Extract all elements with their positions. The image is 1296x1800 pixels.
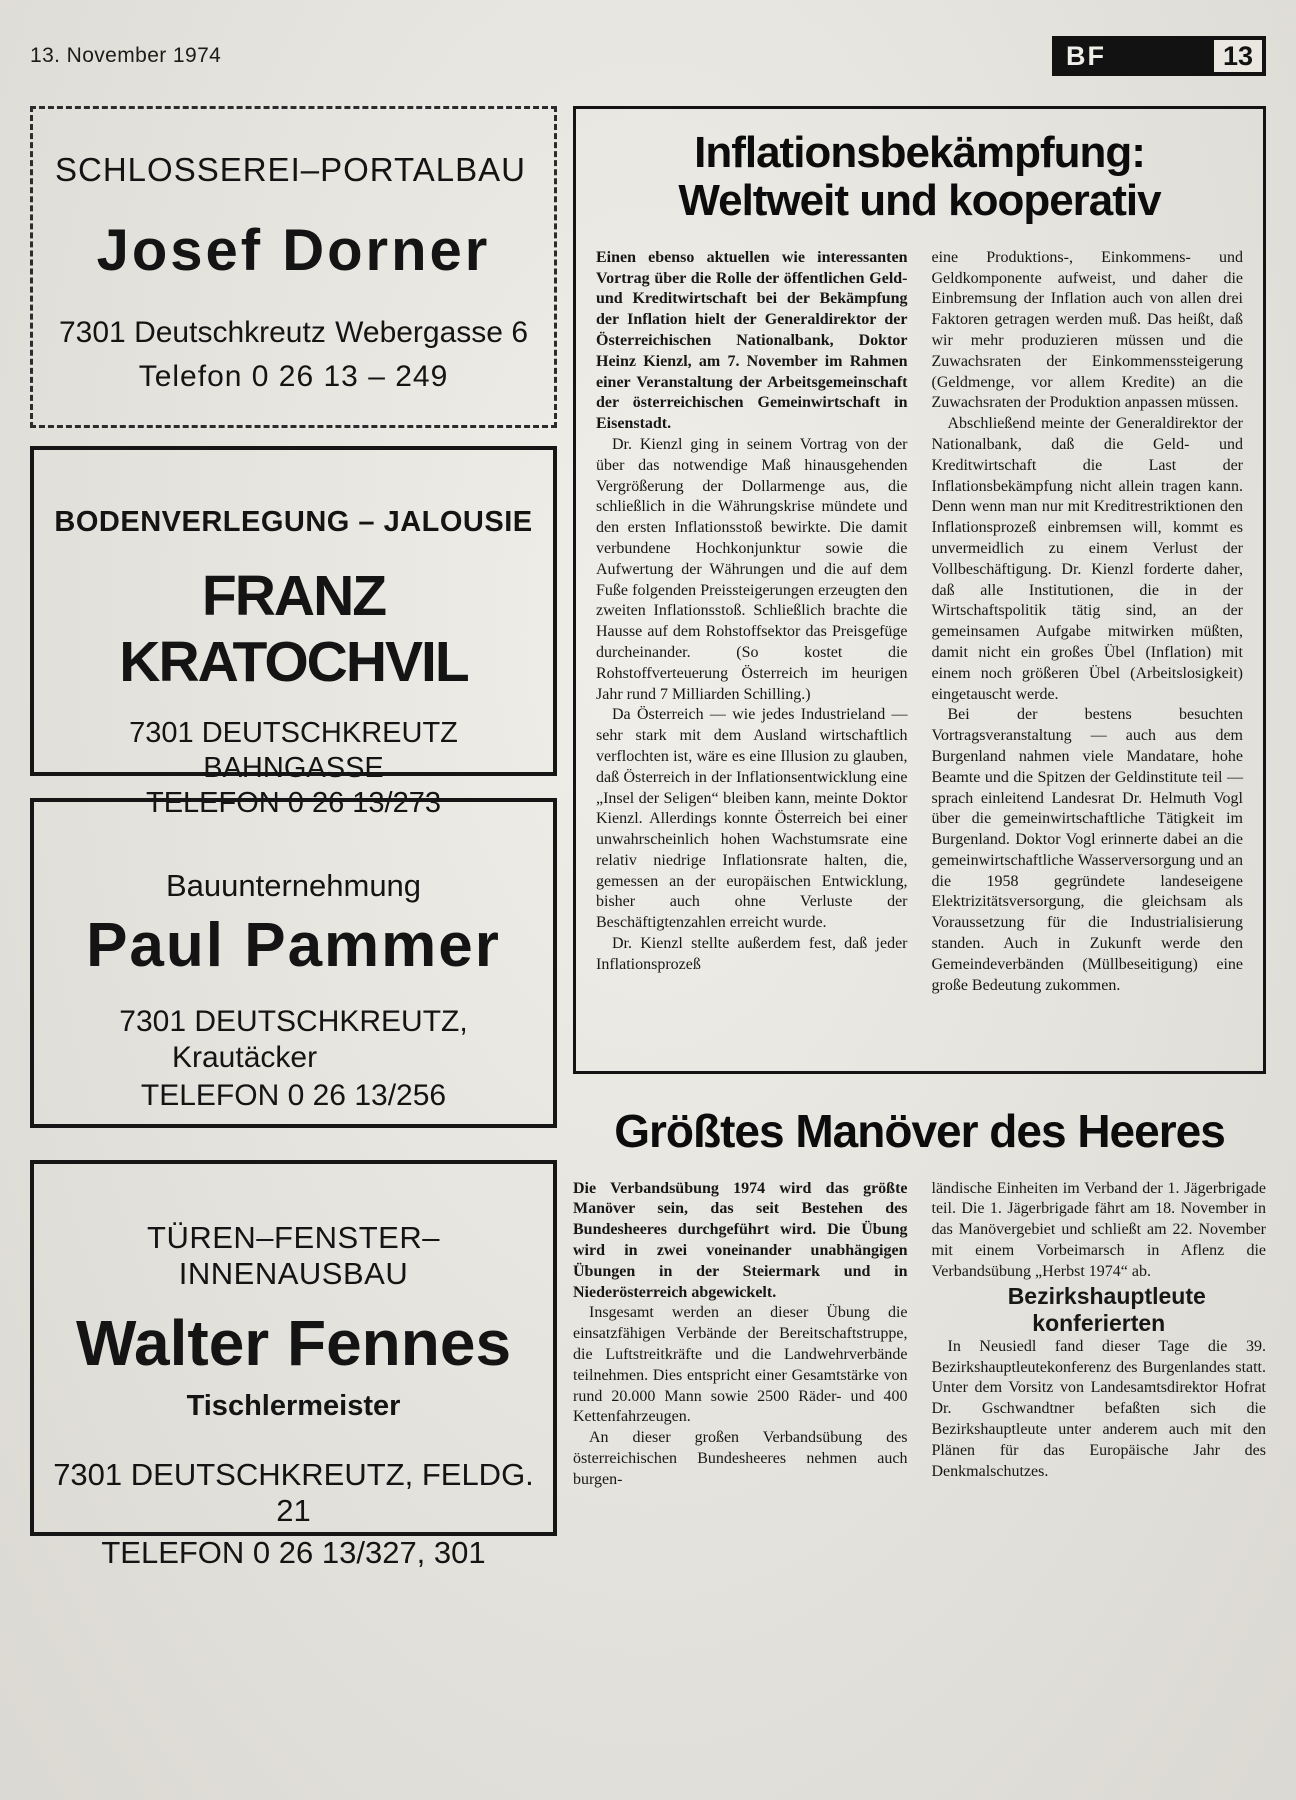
ad-paul-pammer	[30, 798, 557, 1128]
ad-kratochvil-phone: TELEFON 0 26 13/273	[146, 787, 441, 819]
articles-column	[573, 106, 1266, 1536]
article-inflation-headline	[596, 129, 1243, 226]
ad-josef-dorner	[30, 106, 557, 428]
ad-fennes-phone: TELEFON 0 26 13/327, 301	[101, 1535, 486, 1570]
subheadline-line1: Bezirkshauptleute	[1007, 1282, 1206, 1309]
paragraph: Dr. Kienzl stellte außerdem fest, daß jeder Inflationsprozeß	[596, 935, 908, 973]
ad-kratochvil-name: FRANZ KRATOCHVIL	[119, 564, 468, 694]
article-inflation-body	[596, 248, 1243, 997]
ad-kratochvil-trade: BODENVERLEGUNG – JALOUSIE	[54, 506, 533, 538]
paragraph: Bei der bestens besuchten Vortragsveranstaltung — auch aus dem Burgenland nahmen viele Mandatare, hohe Beamte und die Spitzen der Geldinstitute teil — sprach einleitend Landesrat Dr. Helmuth Vogl über die gemeinwirtschaftliche Tätigkeit im Burgenland. Doktor Vogl erinnerte dabei an die gemeinwirtschaftliche Wasserversorgung und an die 1958 gegründete landeseigene Elektrizitätsversorgung, die gleichsam als Voraussetzung für die Industrialisierung standen. Auch in Zukunft werde den Gemeindeverbänden (Müllbeseitigung) eine große Bedeutung zukommen.	[931, 706, 1243, 994]
paragraph: In Neusiedl fand dieser Tage die 39. Bezirkshauptleutekonferenz des Burgenlandes statt. Unter dem Vorsitz von Landesamtsdirektor Hofrat Dr. Gschwandtner befaßten sich die Bezirkshauptleute unter anderem auch mit den Plänen für das Europäische Jahr des Denkmalschutzes.	[931, 1337, 1266, 1480]
ads-column	[30, 106, 557, 1570]
ad-dorner-trade: SCHLOSSEREI–PORTALBAU	[55, 151, 526, 188]
paragraph: Abschließend meinte der Generaldirektor der Nationalbank, daß die Geld- und Kreditwirtschaft die Last der Inflationsbekämpfung nicht allein tragen kann. Denn wenn man nur mit Kreditrestriktionen den Inflationsprozeß einbremsen will, kommt es unvermeidlich zu einem Verlust der Vollbeschäftigung. Dr. Kienzl forderte daher, daß alle Institutionen, die in der Wirtschaftspolitik tätig sind, an der gemeinsamen Aufgabe mitwirken müßten, damit nicht ein großes Übel (Inflation) mit einem noch größeren Übel (Arbeitslosigkeit) eingetauscht werde.	[931, 415, 1243, 703]
ad-kratochvil-address1: 7301 DEUTSCHKREUTZ	[129, 717, 458, 749]
ad-pammer-address2: Krautäcker	[172, 1041, 318, 1074]
paragraph: An dieser großen Verbandsübung des österreichischen Bundesheeres nehmen auch burgen-	[573, 1429, 908, 1488]
article-manoever	[573, 1106, 1266, 1491]
article-inflation-col-left	[596, 248, 908, 997]
article-inflation-headline-line2: Weltweit und kooperativ	[678, 176, 1161, 226]
ad-dorner-address	[55, 316, 532, 350]
paragraph: Dr. Kienzl ging in seinem Vortrag von der über das notwendige Maß hinausgehenden Vergrößerung der Dollarmenge aus, die schließlich in die Währungskrise mündete und den ersten Inflationsstoß bewirkte. Die damit verbundene Hochkonjunktur sowie die Aufwertung der Währungen und die auf dem Fuße folgenden Preissteigerungen erzeugten den zweiten Inflationsstoß. Schließlich brachte die Hausse auf dem Rohstoffsektor das Preisgefüge durcheinander. (So kostet die Rohstoffverteuerung Österreich im heurigen Jahr rund 7 Milliarden Schilling.)	[596, 435, 908, 703]
paragraph: Einen ebenso aktuellen wie interessanten Vortrag über die Rolle der öffentlichen Geld- und Kreditwirtschaft bei der Bekämpfung der Inflation hielt der Generaldirektor der Österreichischen Nationalbank, Doktor Heinz Kienzl, am 7. November im Rahmen einer Veranstaltung der Arbeitsgemeinschaft der österreichischen Gemeinwirtschaft in Eisenstadt.	[596, 248, 908, 433]
paragraph: Insgesamt werden an dieser Übung die einsatzfähigen Verbände der Bereitschaftstruppe, die Luftstreitkräfte und die Landwehrverbände teilnehmen. Dies entspricht einer Gesamtstärke von rund 20.000 Mann sowie 2500 Räder- und 400 Kettenfahrzeugen.	[573, 1304, 908, 1426]
date-label: 13. November 1974	[30, 44, 222, 67]
ad-pammer-trade: Bauunternehmung	[165, 868, 422, 903]
article-inflation-headline-line1: Inflationsbekämpfung:	[694, 128, 1145, 177]
paper-badge	[1052, 36, 1266, 76]
paragraph: ländische Einheiten im Verband der 1. Jägerbrigade teil. Die 1. Jägerbrigade fährt am 18. November in das Manövergebiet und schließt am 22. November mit einem Vorbeimarsch in Aflenz die Verbandsübung „Herbst 1974“ ab.	[931, 1179, 1266, 1280]
paragraph: Die Verbandsübung 1974 wird das größte Manöver sein, das seit Bestehen des Bundesheeres durchgeführt wird. Die Übung wird in zwei voneinander unabhängigen Übungen in der Steiermark und in Niederösterreich abgewickelt.	[573, 1179, 908, 1301]
article-inflation	[573, 106, 1266, 1074]
paragraph: Da Österreich — wie jedes Industrieland — sehr stark mit dem Ausland wirtschaftlich verflochten ist, wäre es eine Illusion zu glauben, daß Österreich in der Inflationsentwicklung eine „Insel der Seligen“ bleiben kann, meinte Doktor Kienzl. Allerdings konnte Österreich bei einer unwahrscheinlich hohen Wachstumsrate eine relativ niedrige Inflationsrate halten, die, gemessen an der europäischen Entwicklung, bisher auch ohne Verluste der Beschäftigtenzahlen erreicht wurde.	[596, 706, 908, 932]
page-number: 13	[1210, 36, 1266, 76]
ad-dorner-name: Josef Dorner	[96, 218, 491, 283]
ad-dorner-address-right: Webergasse 6	[335, 316, 528, 349]
article-manoever-headline: Größtes Manöver des Heeres	[614, 1105, 1225, 1157]
ad-kratochvil-address2: BAHNGASSE	[203, 752, 384, 784]
paper-code-badge: BF	[1052, 36, 1210, 76]
ad-franz-kratochvil	[30, 446, 557, 819]
ad-fennes-address1: 7301 DEUTSCHKREUTZ, FELDG. 21	[53, 1457, 534, 1528]
page-header	[30, 36, 1266, 80]
ad-walter-fennes	[30, 1160, 557, 1570]
ad-fennes-profession: Tischlermeister	[186, 1390, 401, 1422]
article-manoever-body	[573, 1179, 1266, 1491]
article-manoever-col-right	[932, 1179, 1267, 1491]
subheadline-line2: konferierten	[1032, 1309, 1166, 1336]
ad-dorner-address-left: 7301 Deutschkreutz	[59, 316, 326, 349]
ad-pammer-address1: 7301 DEUTSCHKREUTZ,	[119, 1005, 468, 1038]
article-inflation-col-right	[932, 248, 1244, 997]
ad-fennes-trade: TÜREN–FENSTER–INNENAUSBAU	[147, 1220, 440, 1291]
page-content	[30, 106, 1266, 1570]
ad-dorner-phone: Telefon 0 26 13 – 249	[138, 360, 449, 393]
article-manoever-col-left	[573, 1179, 908, 1491]
ad-fennes-name: Walter Fennes	[75, 1307, 512, 1379]
paragraph: eine Produktions-, Einkommens- und Geldkomponente aufweist, und daher die Einbremsung der Inflation auch von allen drei Faktoren getragen werden muß. Das heißt, daß wir mehr produzieren müssen und die Zuwachsraten der Einkommenssteigerung (Geldmenge, vor allem Kredite) an die Zuwachsraten der Produktion anpassen müssen.	[931, 248, 1243, 412]
ad-pammer-name: Paul Pammer	[86, 911, 501, 980]
ad-pammer-phone: TELEFON 0 26 13/256	[140, 1079, 447, 1112]
subheadline-bezirkshauptleute	[932, 1283, 1267, 1337]
